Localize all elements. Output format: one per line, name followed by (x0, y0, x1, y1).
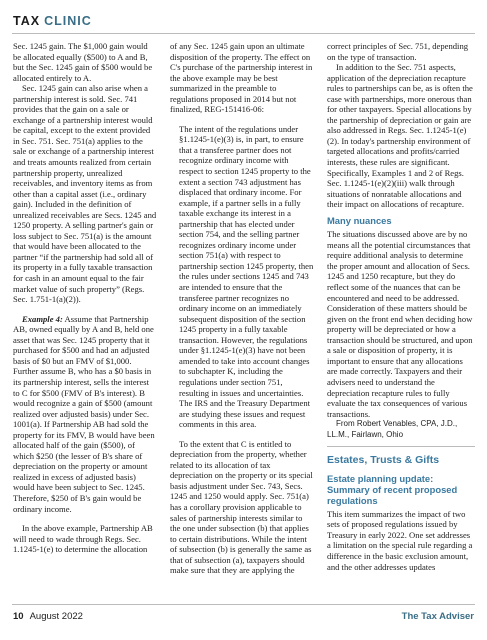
col1-paragraph-4: In the above example, Partnership AB will need to wade through Regs. Sec. 1.1245-1(e) to determine the allocation (13, 523, 153, 555)
article-title: Estate planning update: Summary of recent proposed regulations (327, 472, 458, 506)
section-title: Estates, Trusts & Gifts (327, 454, 440, 467)
example-4-body: Assume that Partnership AB, owned equally by A and B, held one asset that was Sec. 1245 property that it purchased for $500 and had an adjusted basis of $0 but an FMV of $1,000. Further assume B, who has a $0 basis in its partnership interest, sells the interest to C for $500 (FMV of B's interest). B would recognize a gain of $500 (amount realized over adjusted basis) under Sec. 1001(a). If Partnership AB had sold the property for its FMV, B would have been allocated half of the gain ($500), of which $250 (the lesser of B's share of depreciation on the property or amount realized in excess of adjusted basis) would have been subject to Sec. 1245. Therefore, $250 of B's gain would be ordinary income. (13, 313, 155, 514)
section-header (13, 14, 92, 28)
example-4 (13, 314, 157, 514)
footer-rule (12, 604, 475, 605)
column-2 (170, 41, 314, 576)
section-divider (327, 446, 475, 447)
example-4-label: Example 4: (22, 313, 63, 324)
author-credit (327, 419, 475, 440)
footer-left (13, 611, 83, 622)
column-1 (13, 41, 157, 555)
col2-paragraph-1: of any Sec. 1245 gain upon an ultimate disposition of the property. The effect on C's purchase of the partnership interest in the above example may be best summarized in the preamble to regulations proposed in 2014 but not finalized, REG-151416-06: (170, 41, 313, 115)
col3-paragraph-2: In addition to the Sec. 751 aspects, application of the depreciation recapture rules to partnerships can be, as is often the case with partnerships, more onerous than for other taxpayers. Special allocations by the partnership of depreciation or gain are also addressed in Regs. Sec. 1.1245-1(e)(2). In today's partnership environment of targeted allocations and profits/carried interests, these rules are significant. Specifically, Examples 1 and 2 of Regs. Sec. 1.1245-1(e)(2)(iii) walk through situations of nonratable allocations and their impact on allocations of recapture. (327, 62, 473, 210)
header-rule (12, 33, 475, 34)
regulation-quote: The intent of the regulations under §1.1245-1(e)(3) is, in part, to ensure that a transferee partner does not recognize ordinary income with respect to section 1245 property to the extent a section 743 adjustment has displaced that ordinary income. For example, if a partner sells in a fully taxable exchange its interest in a partnership that has elected under section 754, and the selling partner recognizes ordinary income under section 751(a) with respect to partnership section 1245 property, then the rules under sections 1245 and 743 are intended to ensure that the transferee partner recognizes no ordinary income on an immediately subsequent disposition of the section 1245 property in a fully taxable transaction. However, the regulations under §1.1245-1(e)(3) have not been amended to take into account changes to subchapter K, including the regulations under section 751, resulting in issues and uncertainties. The IRS and the Treasury Department are studying these issues and request comments in this area. (179, 123, 314, 430)
column-3 (327, 41, 475, 572)
author-credit-line-2: LL.M., Fairlawn, Ohio (327, 429, 404, 439)
col1-paragraph-2: Sec. 1245 gain can also arise when a partnership interest is sold. Sec. 741 provides that the gain on a sale or exchange of a partnership interest would be capital, except to the extent provided in Sec. 751. Sec. 751(a) applies to the sale or exchange of a partnership interest and treats amounts realized from certain partnership property, unrealized receivables, and inventory items as from other than a capital asset (i.e., ordinary gain). Included in the definition of unrealized receivables are Secs. 1245 and 1250 property. A selling partner's gain or loss subject to Sec. 751(a) is the amount that would have been allocated to the partner “if the partnership had sold all of its property in a fully taxable transaction for cash in an amount equal to the fair market value of such property” (Regs. Sec. 1.751-1(a)(2)). (13, 83, 157, 305)
author-credit-line-1: From Robert Venables, CPA, J.D., (336, 419, 458, 429)
header-tax: TAX (13, 14, 41, 28)
header-clinic: CLINIC (44, 14, 92, 28)
issue-date: August 2022 (29, 611, 83, 622)
col3-paragraph-3: The situations discussed above are by no means all the potential circumstances that require additional analysis to determine the proper amount and allocation of Secs. 1245 and 1250 recapture, but they do reflect some of the nuances that can be encountered and need to be addressed. Consideration of these matters should be given on the front end when deciding how property will be depreciated or how a transaction should be structured, and upon a sale or disposition of property, it is important to ensure that any allocations are made correctly. Taxpayers and their advisers need to understand the depreciation recapture rules to fully evaluate the tax consequences of various transactions. (327, 229, 473, 419)
col1-paragraph-1: Sec. 1245 gain. The $1,000 gain would be allocated equally ($500) to A and B, but the Sec. 1245 gain of $500 would be allocated entirely to A. (13, 41, 153, 83)
col2-paragraph-3: To the extent that C is entitled to depreciation from the property, whether related to its allocation of tax depreciation on the property or its special basis adjustment under Sec. 743, Secs. 1245 and 1250 would apply. Sec. 751(a) has a corollary provision applicable to sales of partnership interests similar to the one under subsection (b) that applies to certain distributions. While the intent of subsection (b) is generally the same as that of subsection (a), taxpayers should make sure that they are applying the (170, 438, 313, 576)
publication-name: The Tax Adviser (401, 611, 474, 622)
col3-paragraph-1: correct principles of Sec. 751, depending on the type of transaction. (327, 41, 469, 62)
page-number: 10 (13, 611, 24, 622)
col3-paragraph-4: This item summarizes the impact of two sets of proposed regulations issued by Treasury in early 2022. One set addresses a limitation on the special rule regarding a difference in the basic exclusion amount, and the other addresses updates (327, 508, 473, 572)
subheading-many-nuances: Many nuances (327, 214, 392, 226)
